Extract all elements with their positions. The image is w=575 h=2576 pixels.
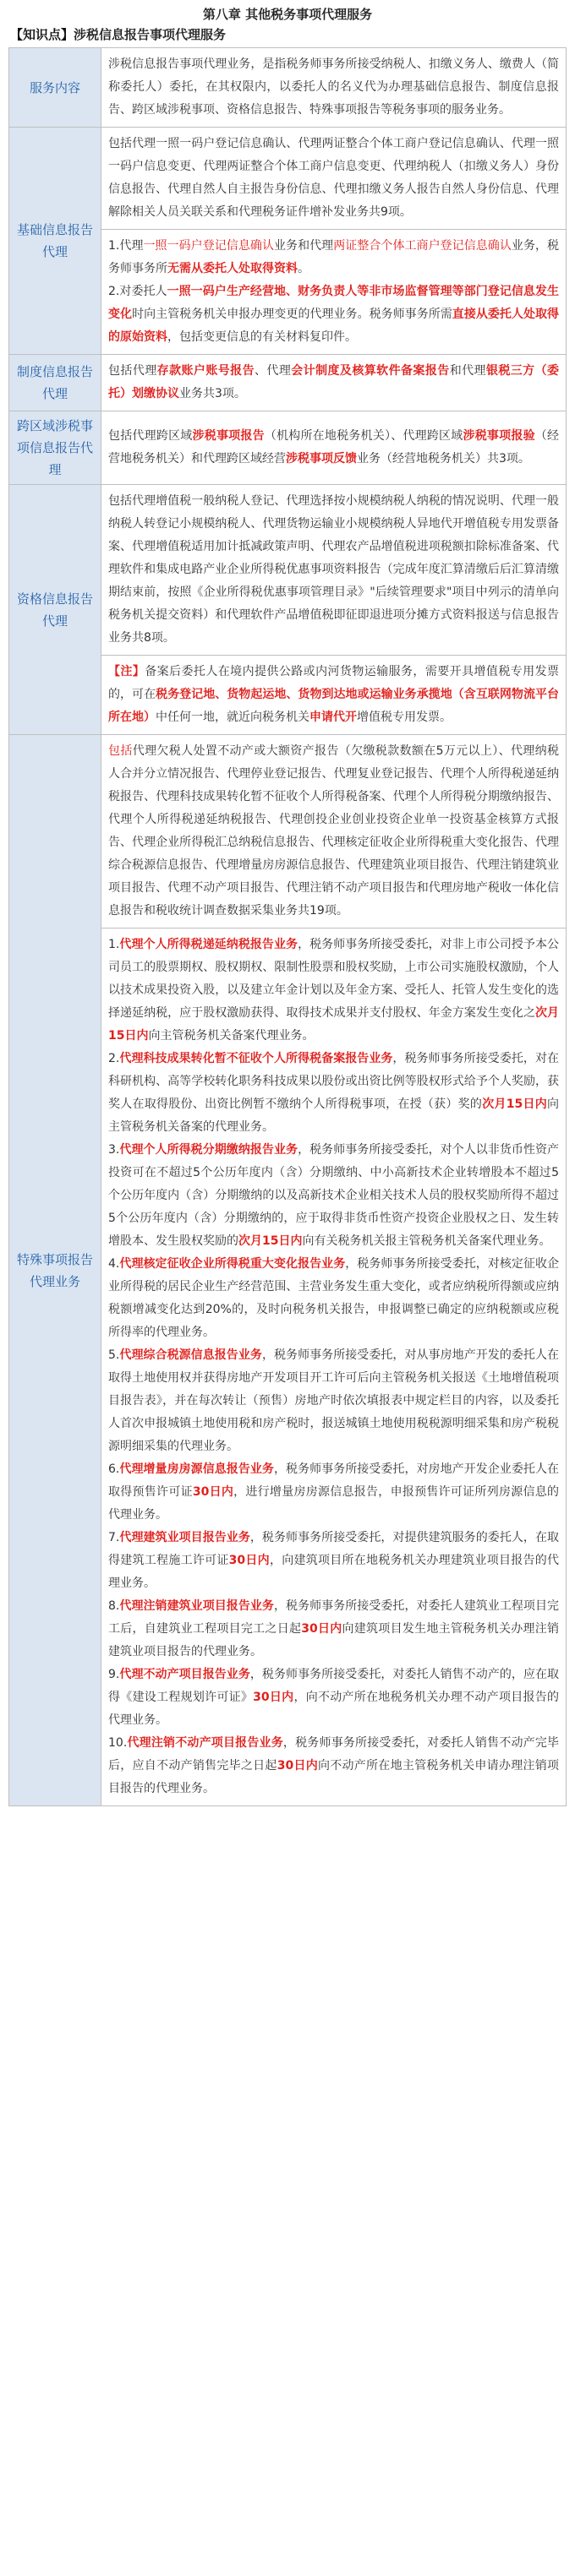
row-qualification <box>9 485 567 735</box>
row-content-basic <box>101 128 567 355</box>
emphasis-span: 涉税事项报验 <box>463 429 535 443</box>
page <box>8 0 567 1806</box>
text-span: ，税务师事务所接受委托，对个人以非货币性资产投资可在不超过5个公历年度内（含）分期缴纳、中小高新技术企业转增股本不超过5个公历年度内（含）分期缴纳的以及高新技术企业相关技术人员的股权奖励所得不超过5个公历年度内（含）分期缴纳的，应于取得非货币性资产投资企业股权之日、发生转增股本、发生股权奖励的 <box>108 1143 560 1248</box>
emphasis-span: 申请代开 <box>309 711 357 724</box>
emphasis-span: 一照一码户生产经营地、财务负责人等非市场监督管理等部门登记信息发生变化 <box>108 285 560 321</box>
basic-subsection <box>101 229 566 349</box>
item-number: 10. <box>108 1736 128 1750</box>
emphasis-span: 税务登记地、货物起运地、货物到达地或运输业务承揽地（含互联网物流平台所在地） <box>108 688 559 724</box>
text-span: ，税务师事务所接受委托，对从事房地产开发的委托人在取得土地使用权并获得房地产开发项目开工许可后向主管税务机关报送《土地增值税项目报告表》，并在每次转让（预售）房地产时依次填报表中规定栏目的内容，以及委托人首次申报城镇土地使用税和房产税时，报送城镇土地使用税税源明细采集和房产税税源明细采集的代理业务。 <box>108 1348 560 1453</box>
text-span: 2.对委托人 <box>108 285 167 298</box>
chapter-title: 第八章 其他税务事项代理服务 <box>202 7 373 22</box>
row-system <box>9 355 567 411</box>
item-number: 4. <box>108 1257 120 1271</box>
emphasis-span: 一照一码户登记信息确认 <box>143 239 274 253</box>
special-item-4 <box>108 1253 559 1344</box>
special-items <box>101 928 566 1800</box>
text-span: 向有关税务机关报主管税务机关备案代理业务。 <box>302 1234 551 1248</box>
text-span: ，税务师事务所接受委托，对委托人销售不动产完毕后，应自不动产销售完毕之日起 <box>108 1736 560 1773</box>
row-label-qualification: 资格信息报告代理 <box>9 485 101 735</box>
special-item-1 <box>108 934 559 1048</box>
special-item-8 <box>108 1595 559 1664</box>
text-span: 。 <box>298 262 309 275</box>
qualification-note <box>101 655 566 729</box>
content-table <box>8 47 567 1806</box>
text-span: 向主管税务机关备案的代理业务。 <box>108 1097 560 1134</box>
emphasis-span: 30日内 <box>192 1485 234 1499</box>
text-span: ，税务师事务所接受委托，对提供建筑服务的委托人，在取得建筑工程施工许可证 <box>108 1531 559 1567</box>
basic-paragraph-3 <box>108 280 559 349</box>
text-span: 备案后委托人在境内提供公路或内河货物运输服务，需要开具增值税专用发票的，可在 <box>108 665 559 701</box>
emphasis-span: 代理个人所得税递延纳税报告业务 <box>119 938 298 951</box>
text-span: 中任何一地，就近向税务机关 <box>156 711 309 724</box>
item-number: 7. <box>108 1531 120 1544</box>
text-span: 增值税专用发票。 <box>357 711 452 724</box>
row-cross <box>9 411 567 485</box>
emphasis-span: 代理核定征收企业所得税重大变化报告业务 <box>119 1257 346 1271</box>
knowledge-tag: 【知识点】 <box>10 27 74 42</box>
emphasis-span: 代理不动产项目报告业务 <box>119 1668 250 1681</box>
row-content-qualification <box>101 485 567 735</box>
emphasis-span: 直接从委托人处取得的原始资料 <box>108 308 560 344</box>
text-span: ，税务师事务所接受委托，对房地产开发企业委托人在取得预售许可证 <box>108 1462 560 1499</box>
text-span: 和代理 <box>449 364 486 378</box>
emphasis-span: 包括 <box>108 744 133 758</box>
text-span: ，税务师事务所接受委托，对委托人建筑业工程项目完工后，自建筑业工程项目完工之日起 <box>108 1599 560 1636</box>
cross-text <box>108 425 559 471</box>
item-number: 1. <box>108 938 120 951</box>
item-number: 5. <box>108 1348 120 1362</box>
emphasis-span: 代理科技成果转化暂不征收个人所得税备案报告业务 <box>119 1052 393 1065</box>
service-text: 涉税信息报告事项代理业务，是指税务师事务所接受纳税人、扣缴义务人、缴费人（简称委托人）委托，在其权限内，以委托人的名义代为办理基础信息报告、制度信息报告、跨区域涉税事项、资格信息报告、特殊事项报告等税务事项的服务业务。 <box>108 57 559 117</box>
text-span: 向建筑项目发生地主管税务机关办理注销建筑业项目报告的代理业务。 <box>108 1622 560 1658</box>
emphasis-span: 代理注销建筑业项目报告业务 <box>119 1599 274 1613</box>
special-item-9 <box>108 1664 559 1732</box>
row-basic <box>9 128 567 355</box>
emphasis-span: 30日内 <box>277 1759 318 1773</box>
knowledge-heading <box>8 25 567 47</box>
item-number: 3. <box>108 1143 120 1157</box>
emphasis-span: 代理个人所得税分期缴纳报告业务 <box>119 1143 298 1157</box>
item-number: 6. <box>108 1462 120 1476</box>
text-span: 时向主管税务机关申报办理变更的代理业务。税务师事务所需 <box>132 308 452 321</box>
text-span: ，税务师事务所接受委托，对在科研机构、高等学校转化职务科技成果以股份或出资比例等股权形式给予个人奖励，获奖人在取得股份、出资比例暂不缴纳个人所得税事项，在授（获）奖的 <box>108 1052 559 1111</box>
emphasis-span: 代理注销不动产项目报告业务 <box>127 1736 283 1750</box>
special-item-10 <box>108 1732 559 1800</box>
emphasis-span: 会计制度及核算软件备案报告 <box>291 364 450 378</box>
item-number: 9. <box>108 1668 120 1681</box>
item-number: 8. <box>108 1599 120 1613</box>
emphasis-span: 代理建筑业项目报告业务 <box>119 1531 250 1544</box>
text-span: 业务（经营地税务机关）共3项。 <box>357 452 530 466</box>
row-label-system: 制度信息报告代理 <box>9 355 101 411</box>
text-span: 、代理 <box>255 364 292 378</box>
emphasis-span: 代理增量房房源信息报告业务 <box>119 1462 274 1476</box>
system-text <box>108 360 559 406</box>
text-span: ，向不动产所在地税务机关办理不动产项目报告的代理业务。 <box>108 1691 560 1727</box>
row-label-special: 特殊事项报告代理业务 <box>9 735 101 1806</box>
item-number: 2. <box>108 1052 120 1065</box>
text-span: 业务和代理 <box>274 239 334 253</box>
row-label-cross: 跨区域涉税事项信息报告代理 <box>9 411 101 485</box>
special-intro <box>108 740 559 923</box>
special-item-3 <box>108 1139 559 1253</box>
text-span: 业务，税务师事务所 <box>108 239 560 275</box>
text-span: ，税务师事务所接受委托，对非上市公司授予本公司员工的股票期权、股权期权、限制性股票和股权奖励，上市公司实施股权激励，个人以技术成果投资入股，以及建立年金计划以及年金方案、受托人、托管人发生变化的选择递延纳税，应于股权激励获得、取得技术成果并支付股权、年金方案发生变化之 <box>108 938 560 1020</box>
emphasis-span: 银税三方（委托）划缴协议 <box>108 364 560 400</box>
emphasis-span: 存款账户账号报告 <box>156 364 255 378</box>
text-span: 包括代理 <box>108 364 157 378</box>
text-span: ，包括变更信息的有关材料复印件。 <box>167 330 357 344</box>
special-item-2 <box>108 1048 559 1139</box>
text-span: ，税务师事务所接受委托，对委托人销售不动产的，应在取得《建设工程规划许可证》 <box>108 1668 559 1704</box>
emphasis-span: 两证整合个体工商户登记信息确认 <box>333 239 512 253</box>
text-span: （经营地税务机关）和代理跨区域经营 <box>108 429 560 466</box>
note-tag: 【注】 <box>108 665 145 678</box>
special-item-7 <box>108 1527 559 1595</box>
text-span: 向主管税务机关备案代理业务。 <box>148 1029 315 1043</box>
emphasis-span: 30日内 <box>228 1554 270 1567</box>
basic-paragraph-1: 包括代理一照一码户登记信息确认、代理两证整合个体工商户登记信息确认、代理一照一码户信息变更、代理两证整合个体工商户信息变更、代理纳税人（扣缴义务人）身份信息报告、代理自然人自主报告身份信息、代理扣缴义务人报告自然人身份信息、代理解除相关人员关联关系和代理税务证件增补发业务共9项。 <box>108 137 559 219</box>
text-span: （机构所在地税务机关）、代理跨区域 <box>264 429 463 443</box>
text-span: ，向建筑项目所在地税务机关办理建筑业项目报告的代理业务。 <box>108 1554 560 1590</box>
emphasis-span: 次月15日内 <box>238 1234 303 1248</box>
basic-paragraph-2 <box>108 235 559 280</box>
emphasis-span: 次月15日内 <box>108 1006 560 1043</box>
special-item-6 <box>108 1458 559 1527</box>
knowledge-title: 涉税信息报告事项代理服务 <box>74 27 227 42</box>
qualification-paragraph-1: 包括代理增值税一般纳税人登记、代理选择按小规模纳税人纳税的情况说明、代理一般纳税人转登记小规模纳税人、代理货物运输业小规模纳税人异地代开增值税专用发票备案、代理增值税适用加计抵减政策声明、代理农产品增值税进项税额扣除标准备案、代理软件和集成电路产业企业所得税优惠事项资料报告（完成年度汇算清缴后后汇算清缴期结束前，按照《企业所得税优惠事项管理目录》"后续管理要求"项目中列示的清单向税务机关提交资料）和代理软件产品增值税即征即退进项分摊方式资料报送与信息报告业务共8项。 <box>108 494 559 645</box>
text-span: 业务共3项。 <box>179 387 246 400</box>
row-content-cross <box>101 411 567 485</box>
emphasis-span: 涉税事项报告 <box>192 429 265 443</box>
row-special <box>9 735 567 1806</box>
emphasis-span: 30日内 <box>301 1622 342 1636</box>
special-item-5 <box>108 1344 559 1458</box>
qualification-paragraph-2 <box>108 661 559 729</box>
emphasis-span: 次月15日内 <box>482 1097 548 1111</box>
emphasis-span: 30日内 <box>253 1691 294 1704</box>
row-label-service: 服务内容 <box>9 48 101 128</box>
emphasis-span: 涉税事项反馈 <box>286 452 357 466</box>
row-content-service <box>101 48 567 128</box>
text-span: 1.代理 <box>108 239 144 253</box>
emphasis-span: 无需从委托人处取得资料 <box>167 262 298 275</box>
row-service <box>9 48 567 128</box>
text-span: ，税务师事务所接受委托，对核定征收企业所得税的居民企业生产经营范围、主营业务发生重大变化，或者应纳税所得额或应纳税额增减变化达到20%的，及时向税务机关报告，申报调整已确定的应纳税额或应税所得率的代理业务。 <box>108 1257 560 1339</box>
row-content-special <box>101 735 567 1806</box>
row-label-basic: 基础信息报告代理 <box>9 128 101 355</box>
text-span: 代理欠税人处置不动产或大额资产报告（欠缴税款数额在5万元以上）、代理纳税人合并分立情况报告、代理停业登记报告、代理复业登记报告、代理个人所得税递延纳税报告、代理科技成果转化暂不征收个人所得税备案、代理个人所得税分期缴纳报告、代理个人所得税递延纳税报告、代理创投企业创业投资企业单一投资基金核算方式报告、代理企业所得税汇总纳税信息报告、代理核定征收企业所得税重大变化报告、代理综合税源信息报告、代理增量房房源信息报告、代理建筑业项目报告、代理注销建筑业项目报告、代理不动产项目报告、代理注销不动产项目报告和代理房地产税收一体化信息报告和税收统计调查数据采集业务共19项。 <box>108 744 560 918</box>
emphasis-span: 代理综合税源信息报告业务 <box>119 1348 262 1362</box>
text-span: 向不动产所在地主管税务机关申请办理注销项目报告的代理业务。 <box>108 1759 560 1795</box>
text-span: 包括代理跨区域 <box>108 429 193 443</box>
row-content-system <box>101 355 567 411</box>
text-span: ，进行增量房房源信息报告，申报预售许可证所列房源信息的代理业务。 <box>108 1485 560 1522</box>
